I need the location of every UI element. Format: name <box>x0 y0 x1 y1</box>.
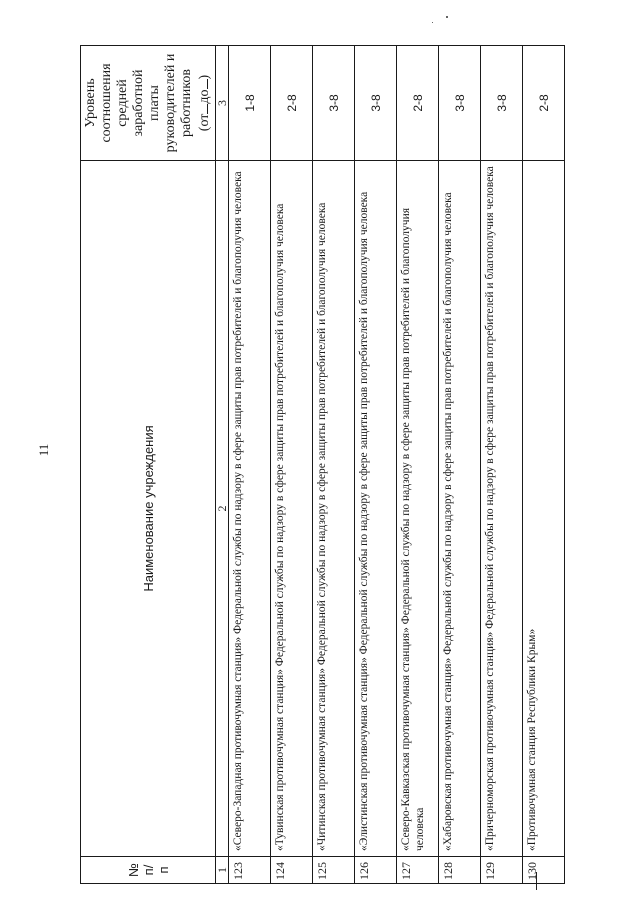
column-index: 2 <box>216 161 229 857</box>
salary-ratio-level: 3-8 <box>355 46 397 161</box>
table-row <box>355 46 397 884</box>
row-number: 130 <box>523 857 565 884</box>
table-row <box>439 46 481 884</box>
row-number: 126 <box>355 857 397 884</box>
header-num-text: № п/п <box>125 863 171 877</box>
table-row <box>229 46 271 884</box>
salary-ratio-level: 2-8 <box>523 46 565 161</box>
page-number: 11 <box>36 443 51 457</box>
row-number: 129 <box>481 857 523 884</box>
blank-line <box>195 79 208 89</box>
salary-ratio-level: 1-8 <box>229 46 271 161</box>
table-row <box>481 46 523 884</box>
salary-ratio-level: 2-8 <box>397 46 439 161</box>
table-row <box>271 46 313 884</box>
institution-name: «Тувинская противочумная станция» Федеральной службы по надзору в сфере защиты прав потребителей и благополучия человека <box>271 161 313 857</box>
header-level-close: ) <box>197 74 212 80</box>
row-number: 127 <box>397 857 439 884</box>
rotated-page-content <box>80 46 551 884</box>
table-row <box>523 46 565 884</box>
row-number: 128 <box>439 857 481 884</box>
row-number: 124 <box>271 857 313 884</box>
institution-name: «Читинская противочумная станция» Федеральной службы по надзору в сфере защиты прав потребителей и благополучия человека <box>313 161 355 857</box>
blank-line <box>195 104 208 114</box>
table-row <box>397 46 439 884</box>
row-number: 125 <box>313 857 355 884</box>
institution-name: «Хабаровская противочумная станция» Федеральной службы по надзору в сфере защиты прав потребителей и благополучия человека <box>439 161 481 857</box>
institution-name: «Причерноморская противочумная станция» Федеральной службы по надзору в сфере защиты прав потребителей и благополучия человека <box>481 161 523 857</box>
header-level-text: Уровень соотношения средней заработной платы руководителей и работников <box>83 53 194 153</box>
table-header-row <box>81 46 216 884</box>
scan-speck <box>432 22 433 23</box>
table-row <box>313 46 355 884</box>
column-index: 3 <box>216 46 229 161</box>
institution-name: «Северо-Западная противочумная станция» Федеральной службы по надзору в сфере защиты прав потребителей и благополучия человека <box>229 161 271 857</box>
header-num <box>81 857 216 884</box>
header-level-to: до <box>197 89 212 104</box>
row-number: 123 <box>229 857 271 884</box>
salary-ratio-level: 3-8 <box>439 46 481 161</box>
salary-ratio-level: 2-8 <box>271 46 313 161</box>
column-index-row <box>216 46 229 884</box>
institution-name: «Северо-Кавказская противочумная станция» Федеральной службы по надзору в сфере защиты прав потребителей и благополучия человека <box>397 161 439 857</box>
header-level <box>81 46 216 161</box>
institution-name: «Элистинская противочумная станция» Федеральной службы по надзору в сфере защиты прав потребителей и благополучия человека <box>355 161 397 857</box>
header-name: Наименование учреждения <box>81 161 216 857</box>
salary-ratio-level: 3-8 <box>481 46 523 161</box>
column-index: 1 <box>216 857 229 884</box>
institutions-table <box>80 45 565 884</box>
salary-ratio-level: 3-8 <box>313 46 355 161</box>
institution-name: «Противочумная станция Республики Крым» <box>523 161 565 857</box>
scan-speck <box>446 16 448 18</box>
header-level-from: (от <box>197 113 212 132</box>
